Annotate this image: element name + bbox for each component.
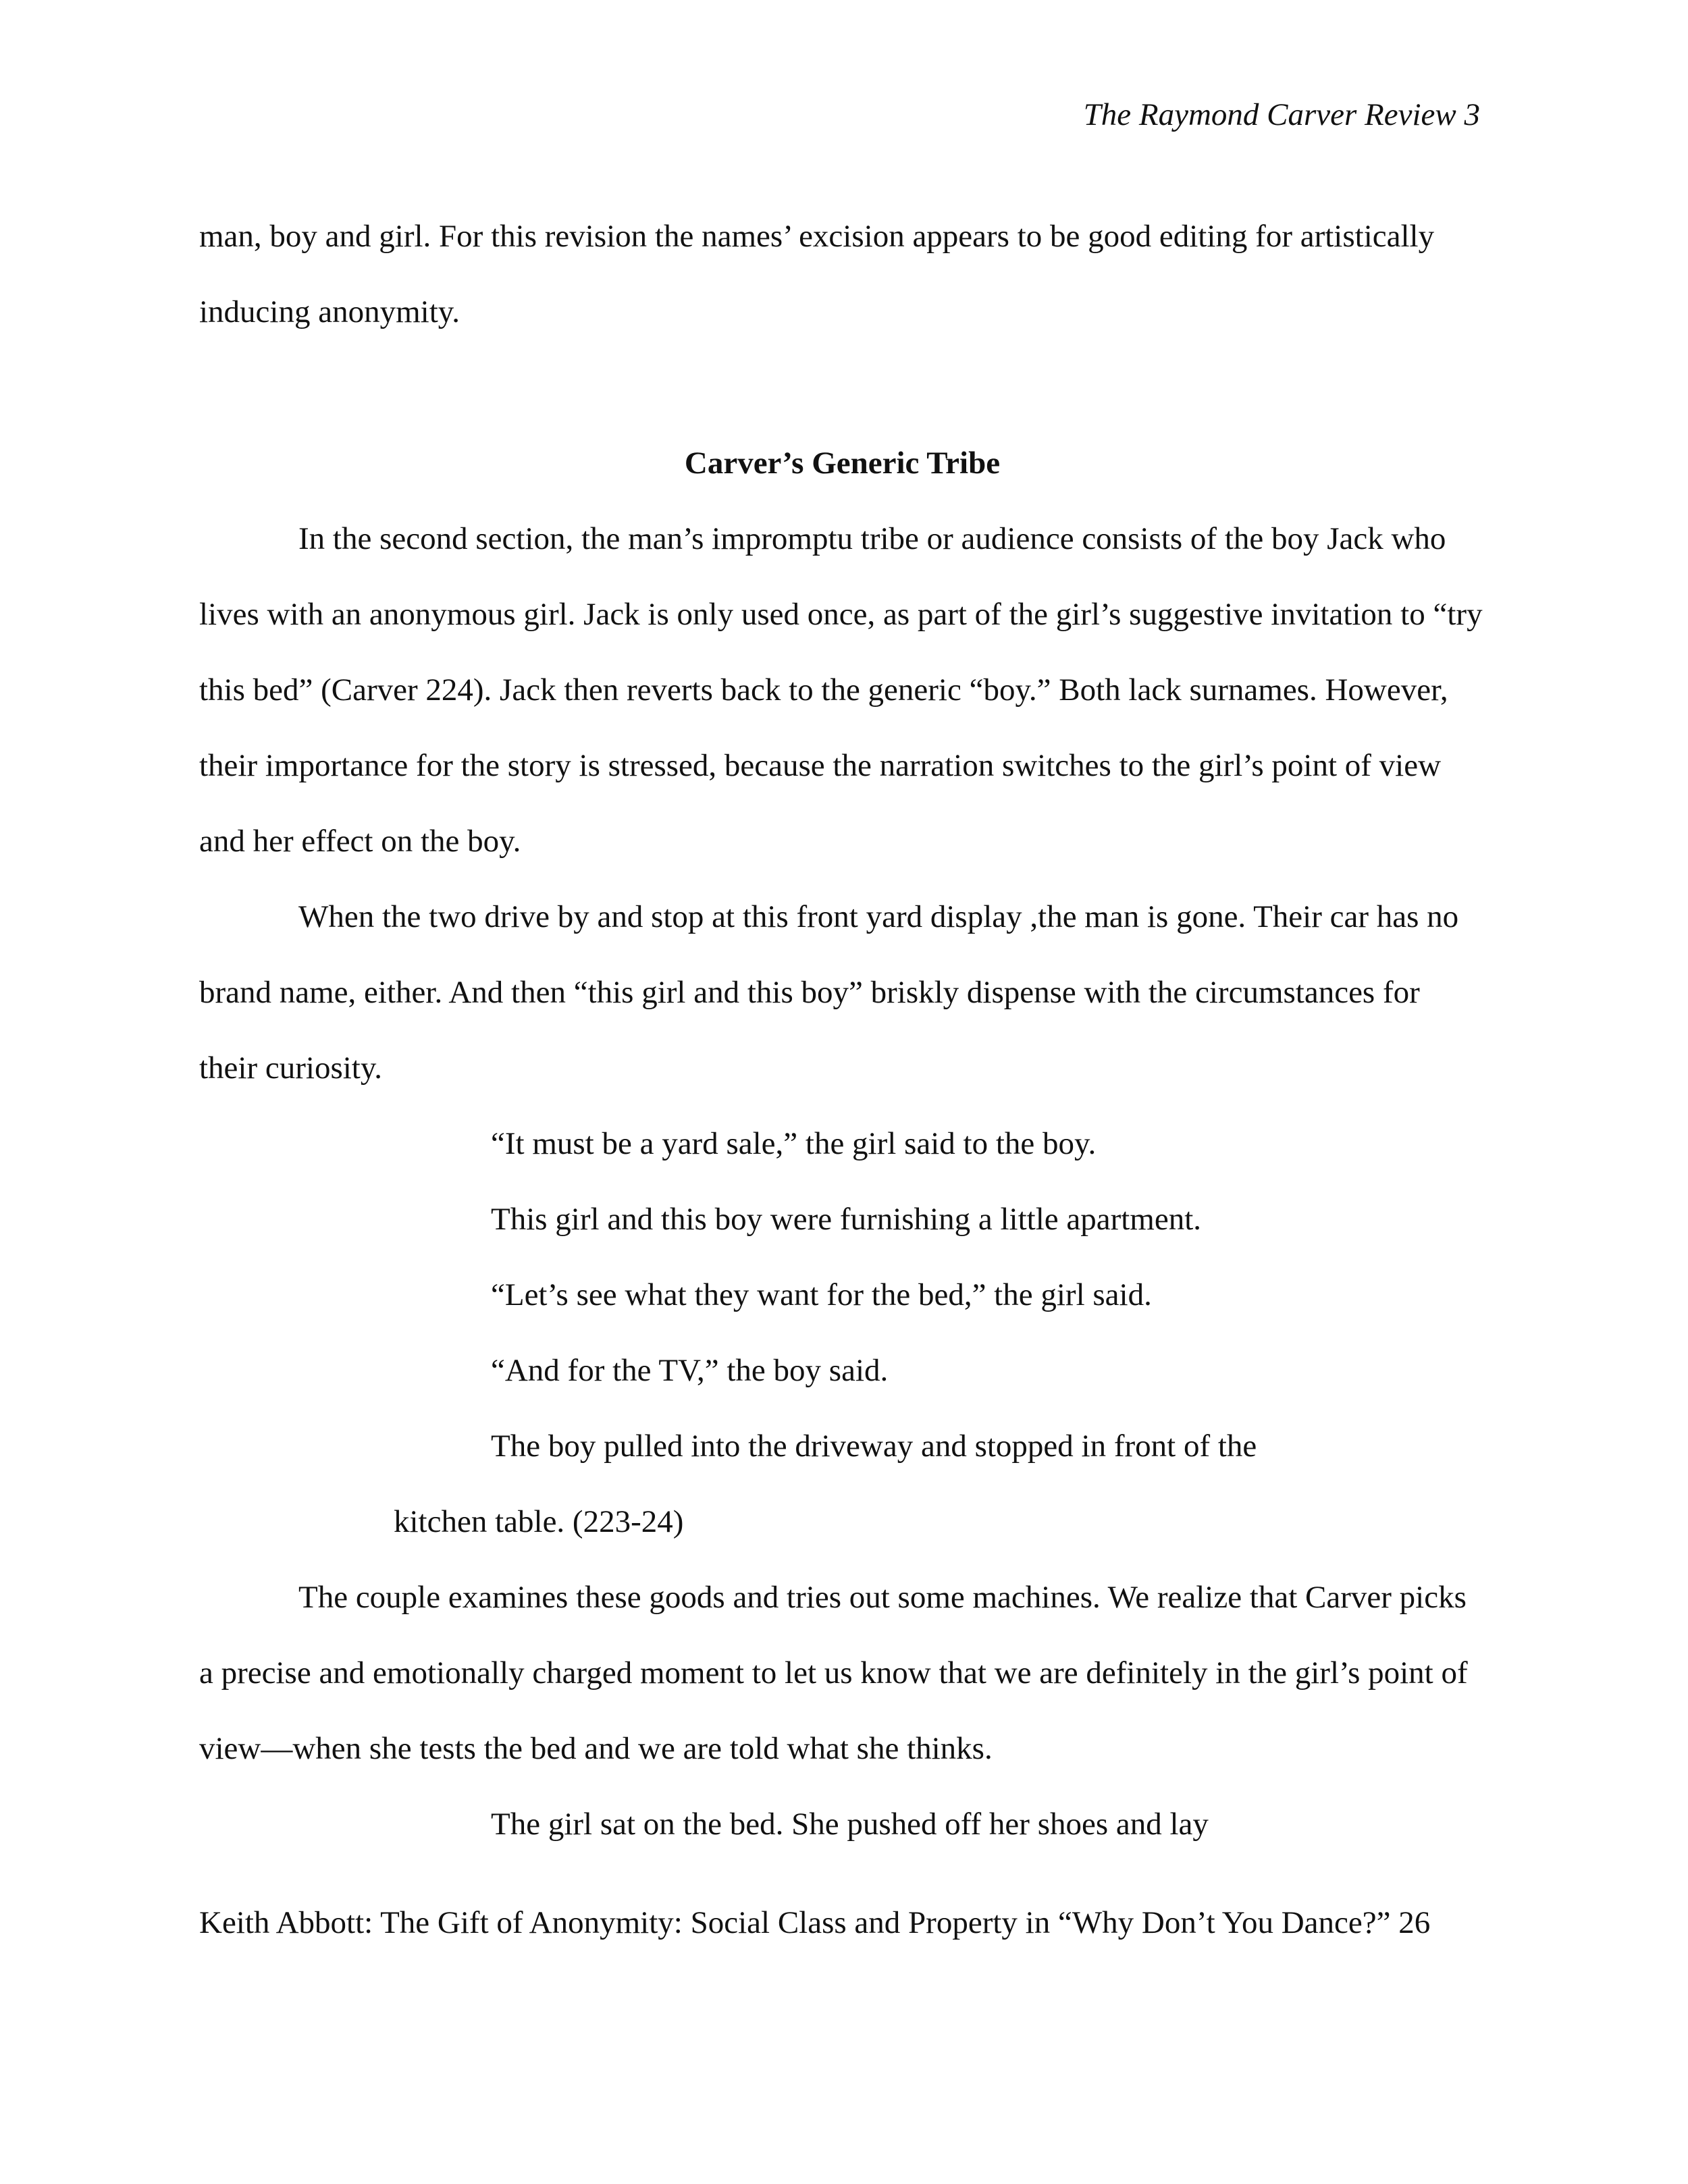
- quote-continuation: kitchen table. (223-24): [394, 1504, 684, 1539]
- quote-line: The girl sat on the bed. She pushed off her shoes and lay: [491, 1807, 1209, 1842]
- paragraph-3: The couple examines these goods and tries out some machines. We realize that Carver picks a precise and emotionally charged moment to let us know that we are definitely in the girl’s point of view—when she tests the bed and we are told what she thinks.: [199, 1580, 1468, 1766]
- quote-line: “Let’s see what they want for the bed,” the girl said.: [491, 1277, 1152, 1312]
- quote-line: This girl and this boy were furnishing a little apartment.: [491, 1202, 1202, 1237]
- body-text: [199, 198, 1485, 1862]
- paragraph-2: When the two drive by and stop at this front yard display ,the man is gone. Their car has no brand name, either. And then “this girl and this boy” briskly dispense with the circumstances for their curiosity.: [199, 899, 1459, 1086]
- paragraph-1: In the second section, the man’s impromptu tribe or audience consists of the boy Jack who lives with an anonymous girl. Jack is only used once, as part of the girl’s suggestive invitation to “try this bed” (Carver 224). Jack then reverts back to the generic “boy.” Both lack surnames. However, their importance for the story is stressed, because the narration switches to the girl’s point of view and her effect on the boy.: [199, 521, 1483, 859]
- footer-citation: Keith Abbott: The Gift of Anonymity: Social Class and Property in “Why Don’t You Dance?”: [199, 1905, 1391, 1940]
- page-number: 26: [1398, 1905, 1431, 1940]
- section-heading: Carver’s Generic Tribe: [684, 446, 1001, 481]
- running-footer: [199, 1902, 1430, 1943]
- block-quote-1: [199, 1106, 1485, 1560]
- quote-line: “And for the TV,” the boy said.: [491, 1353, 889, 1388]
- block-quote-2: [199, 1786, 1485, 1862]
- running-header: The Raymond Carver Review 3: [1083, 97, 1480, 132]
- opening-paragraph: man, boy and girl. For this revision the names’ excision appears to be good editing for artistically inducing anonymity.: [199, 219, 1435, 329]
- quote-line: “It must be a yard sale,” the girl said to the boy.: [491, 1126, 1097, 1161]
- quote-line: The boy pulled into the driveway and stopped in front of the: [491, 1429, 1257, 1464]
